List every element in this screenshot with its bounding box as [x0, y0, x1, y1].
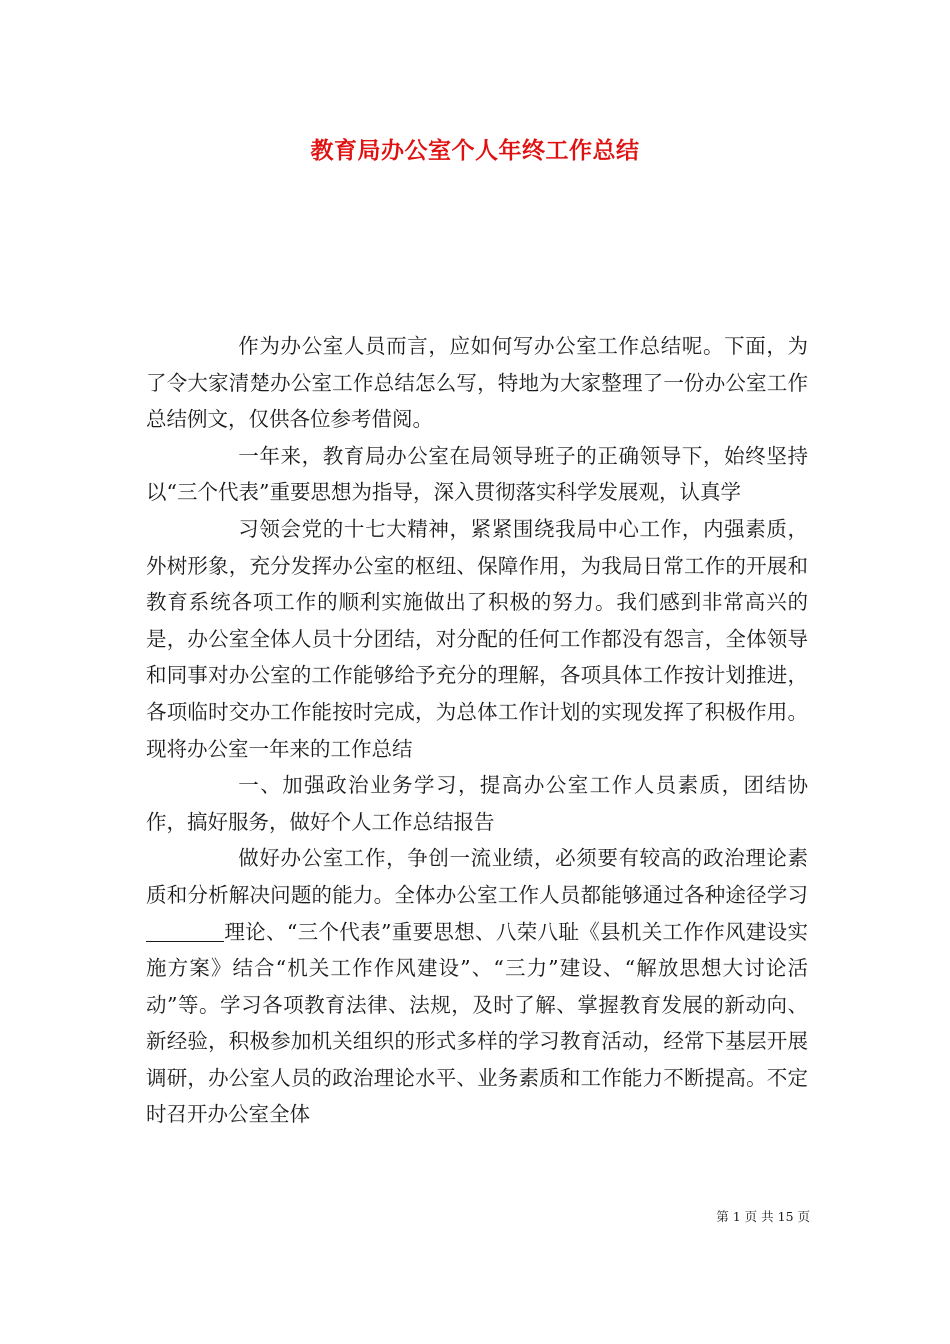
paragraph-intro: 作为办公室人员而言，应如何写办公室工作总结呢。下面，为了令大家清楚办公室工作总结怎么写，特地为大家整理了一份办公室工作总结例文，仅供各位参考借阅。	[146, 334, 808, 432]
paragraph-achievements: 习领会党的十七大精神，紧紧围绕我局中心工作，内强素质，外树形象，充分发挥办公室的枢纽、保障作用，为我局日常工作的开展和教育系统各项工作的顺利实施做出了积极的努力。我们感到非常高兴的是，办公室全体人员十分团结，对分配的任何工作都没有怨言，全体领导和同事对办公室的工作能够给予充分的理解，各项具体工作按计划推进，各项临时交办工作能按时完成，为总体工作计划的实现发挥了积极作用。现将办公室一年来的工作总结	[146, 516, 808, 761]
page-number-footer: 第 1 页 共 15 页	[716, 1209, 810, 1224]
paragraph-overview: 一年来，教育局办公室在局领导班子的正确领导下，始终坚持以“三个代表”重要思想为指导，深入贯彻落实科学发展观，认真学	[146, 443, 808, 505]
paragraph-study	[146, 840, 808, 1133]
fill-in-blank	[146, 920, 224, 942]
document-title: 教育局办公室个人年终工作总结	[310, 137, 640, 164]
paragraph-study-part2: 理论、“三个代表”重要思想、八荣八耻《县机关工作作风建设实施方案》结合“机关工作作风建设”、“三力”建设、“解放思想大讨论活动”等。学习各项教育法律、法规，及时了解、掌握教育发展的新动向、新经验，积极参加机关组织的形式多样的学习教育活动，经常下基层开展调研，办公室人员的政治理论水平、业务素质和工作能力不断提高。不定时召开办公室全体	[146, 919, 808, 1127]
paragraph-study-part1: 做好办公室工作，争创一流业绩，必须要有较高的政治理论素质和分析解决问题的能力。全体办公室工作人员都能够通过各种途径学习	[146, 846, 808, 907]
document-body	[146, 328, 808, 1133]
paragraph-section-heading: 一、加强政治业务学习，提高办公室工作人员素质，团结协作，搞好服务，做好个人工作总结报告	[146, 773, 808, 834]
